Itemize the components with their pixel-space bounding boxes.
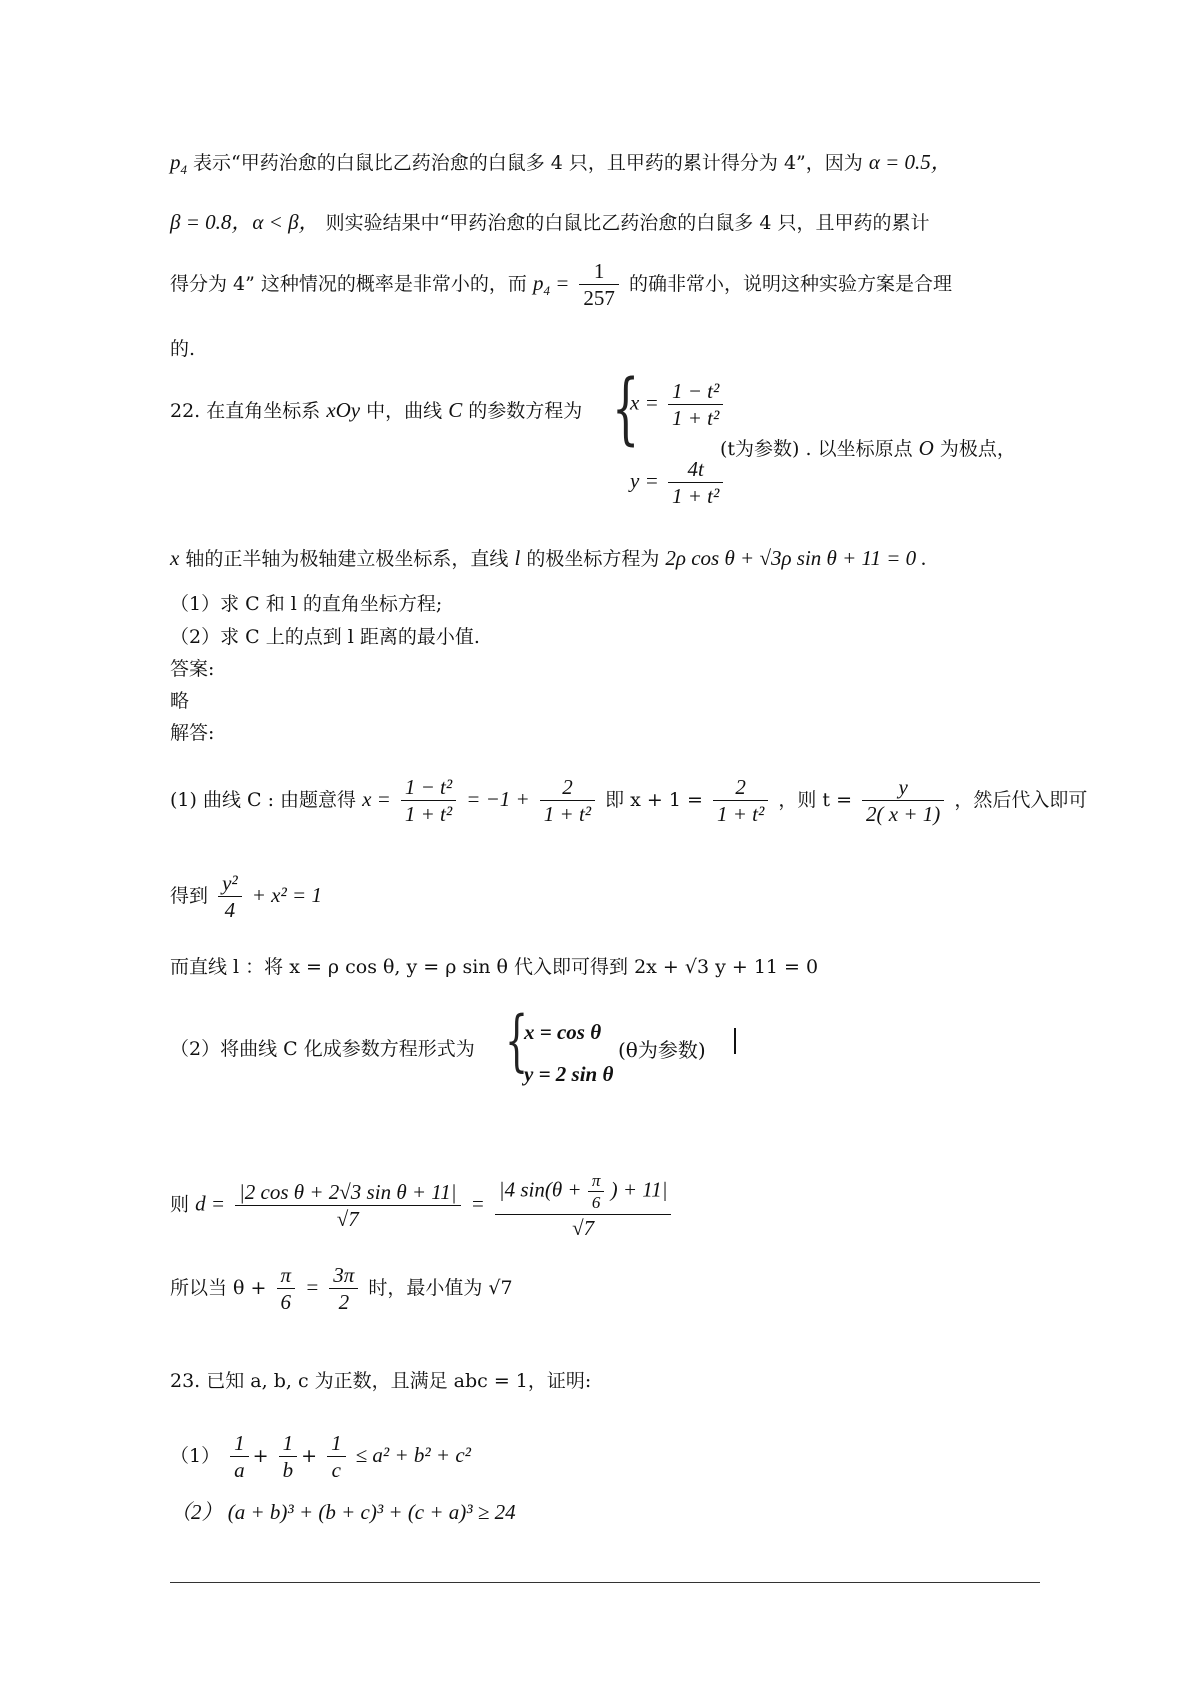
- sol-s2-fn: y²: [222, 871, 238, 895]
- q22-x-eq: x = $\frac{\text{1 − t²}}{\text{1 + t²}}$: [630, 378, 727, 432]
- x-axis-symbol: x: [170, 546, 180, 570]
- sol-s1-ji: 即 x + 1 =: [605, 788, 703, 811]
- q22-line-1: [170, 400, 582, 421]
- sol-s1-pre: (1) 曲线 C : 由题意得: [170, 788, 357, 811]
- left-brace-icon-2: {: [505, 1002, 529, 1079]
- q22-pre: 22. 在直角坐标系: [170, 400, 321, 422]
- sol-s1-f2n: 2: [562, 775, 573, 799]
- p4-symbol: $p_4$: [170, 150, 187, 178]
- sol-s5-eq: =: [470, 1191, 485, 1216]
- sol-s1-f4d: 2( x + 1): [862, 800, 944, 827]
- sol-line-6: [170, 1262, 513, 1316]
- sol-s5-pi-den: 6: [588, 1191, 605, 1213]
- p4-line-4: [170, 340, 195, 359]
- q22-param: (t为参数): [720, 438, 800, 460]
- sol-s1-f2d: 1 + t²: [540, 800, 595, 827]
- sol-s1-frac1: [401, 774, 456, 828]
- sol-s1-post: ，然后代入即可: [954, 788, 1088, 811]
- sol-s5-pre: 则: [170, 1193, 190, 1216]
- sol-s5-f1n: |2 cos θ + 2√3 sin θ + 11|: [239, 1179, 457, 1204]
- q23-part1: （1） $\frac{1}{a}$ + $\frac{1}{b}$ + $\frac{1}{c}$ ≤ a² + b² + c²: [170, 1431, 471, 1483]
- q23-title: 23. 已知 a, b, c 为正数，且满足 abc = 1，证明:: [170, 1370, 592, 1392]
- sol-line-1: [170, 774, 1087, 828]
- p4-text-2b: 则实验结果中“甲药治愈的白鼠比乙药治愈的白鼠多 4 只，且甲药的累计: [325, 212, 930, 234]
- footer-rule: [170, 1582, 1040, 1583]
- beta-value: β = 0.8，α < β，: [170, 210, 320, 234]
- p4-fraction-den: 257: [579, 284, 619, 311]
- sol-s5-pi-num: π: [591, 1171, 601, 1190]
- q22-sub2: （2）求 C 上的点到 l 距离的最小值.: [170, 626, 480, 648]
- q22-x-den: 1 + t²: [668, 404, 723, 431]
- sol-s1-x: x =: [362, 786, 391, 811]
- sol-s5-d: d =: [195, 1191, 225, 1216]
- sol-s4-param: (θ为参数): [618, 1038, 706, 1062]
- p4-fraction: [579, 258, 619, 312]
- q23-frac-c-den: c: [327, 1456, 346, 1483]
- q23-frac-a-den: a: [230, 1456, 249, 1483]
- q23-p1-label: （1）: [170, 1444, 221, 1467]
- q22-sub1: （1）求 C 和 l 的直角坐标方程;: [170, 593, 443, 615]
- sol-s6-frac1: [277, 1262, 296, 1316]
- sol-s2-fd: 4: [218, 896, 242, 923]
- sol-s5-frac1: [235, 1179, 461, 1233]
- p4-fraction-num: 1: [593, 259, 605, 283]
- sol-s5-frac2: [495, 1170, 672, 1241]
- p4-symbol-2: $p_4$ =: [532, 270, 570, 298]
- q22-y-frac: [668, 456, 723, 510]
- q23-frac-a: [230, 1430, 249, 1484]
- p4-line-3: [170, 258, 952, 312]
- q23-p1-post: ≤ a² + b² + c²: [355, 1442, 471, 1467]
- q23-frac-a-num: 1: [234, 1431, 245, 1455]
- sol-s5-pi6: [588, 1170, 605, 1214]
- solution-label: 解答:: [170, 722, 215, 744]
- q22-origin: O: [918, 436, 934, 460]
- sol-s6-f2d: 2: [329, 1288, 358, 1315]
- sol-s6-fn: π: [280, 1263, 292, 1287]
- line-l-symbol: l: [514, 546, 521, 570]
- cursor-mark: [734, 1028, 736, 1054]
- p4-text-4: 的.: [170, 338, 196, 360]
- q23-frac-c-num: 1: [331, 1431, 342, 1455]
- sol-s5-f2n: [495, 1170, 672, 1214]
- q22-x-frac: [668, 378, 723, 432]
- q22-y-den: 1 + t²: [668, 482, 723, 509]
- q22-y-eq: y = $\frac{4t}{\text{1 + t²}}$: [630, 456, 727, 510]
- sol-s1-ze: ，则 t =: [778, 788, 852, 811]
- sol-s1-f3n: 2: [735, 775, 746, 799]
- q23-part2: （2） (a + b)³ + (b + c)³ + (c + a)³ ≥ 24: [170, 1500, 516, 1524]
- sol-line-4: [170, 1040, 475, 1059]
- q22-line2-b: 的极坐标方程为: [526, 548, 660, 570]
- sol-s2-post: + x² = 1: [251, 882, 322, 907]
- sol-s4-x: x = cos θ: [524, 1020, 602, 1044]
- q22-curve: C: [448, 398, 463, 422]
- sol-line-2: [170, 870, 322, 924]
- p4-line-2: [170, 212, 929, 233]
- sol-s1-eq: = −1 +: [466, 786, 530, 811]
- sol-s1-f4n: y: [898, 775, 908, 799]
- p4-text-3a: 得分为 4” 这种情况的概率是非常小的，而: [170, 272, 527, 295]
- sol-s6-f2n: 3π: [333, 1263, 355, 1287]
- q22-line-2: [170, 548, 927, 569]
- answer-value: 略: [170, 690, 190, 712]
- q22-y-num: 4t: [687, 457, 704, 481]
- q22-post2: 为极点，: [939, 438, 1016, 460]
- p4-text-3b: 的确非常小，说明这种实验方案是合理: [628, 272, 952, 295]
- sol-line-3: 而直线 l ：将 x = ρ cos θ, y = ρ sin θ 代入即可得到 2x + √3 y + 11 = 0: [170, 956, 819, 978]
- p4-line-1: [170, 152, 952, 176]
- q22-polar-eq: 2ρ cos θ + √3ρ sin θ + 11 = 0 .: [665, 546, 927, 570]
- sol-s5-f2n-a: |4 sin(θ +: [498, 1177, 582, 1202]
- sol-s6-eq: =: [305, 1274, 320, 1299]
- alpha-value: α = 0.5，: [868, 150, 952, 174]
- q23-frac-b-den: b: [279, 1456, 298, 1483]
- q22-mid: 中，曲线: [366, 400, 443, 422]
- sol-s1-f1d: 1 + t²: [401, 800, 456, 827]
- sol-s1-frac3: [713, 774, 768, 828]
- sol-s4-pre: （2）将曲线 C 化成参数方程形式为: [170, 1038, 475, 1060]
- q23-frac-c: [327, 1430, 346, 1484]
- q22-coord: xOy: [326, 398, 361, 422]
- sol-s4-y: y = 2 sin θ: [524, 1062, 614, 1086]
- q23-frac-b-num: 1: [282, 1431, 294, 1455]
- q22-line-1-end: [720, 438, 1016, 459]
- sol-s5-f2n-b: ) + 11|: [610, 1177, 668, 1202]
- sol-s5-f2d: √7: [495, 1214, 672, 1241]
- answer-label: 答案:: [170, 658, 215, 680]
- q22-x-num: 1 − t²: [672, 379, 720, 403]
- sol-s6-post: 时，最小值为 √7: [368, 1276, 513, 1299]
- sol-s1-frac4: [862, 774, 944, 828]
- sol-line-5: [170, 1170, 675, 1241]
- q22-post: . 以坐标原点: [805, 438, 913, 460]
- sol-s2-pre: 得到: [170, 884, 209, 907]
- q22-mid2: 的参数方程为: [468, 400, 583, 422]
- sol-s2-frac: [218, 870, 242, 924]
- sol-s1-f3d: 1 + t²: [713, 800, 768, 827]
- sol-s5-f1d: √7: [235, 1205, 461, 1232]
- sol-s6-pre: 所以当 θ +: [170, 1276, 267, 1299]
- p4-text-1a: 表示“甲药治愈的白鼠比乙药治愈的白鼠多 4 只，且甲药的累计得分为 4”，因为: [193, 152, 863, 174]
- sol-s6-fd: 6: [277, 1288, 296, 1315]
- q23-frac-b: [279, 1430, 298, 1484]
- sol-s6-frac2: [329, 1262, 358, 1316]
- sol-s1-f1n: 1 − t²: [404, 775, 453, 799]
- q22-line2-a: 轴的正半轴为极轴建立极坐标系，直线: [185, 548, 509, 570]
- left-brace-icon: {: [612, 364, 640, 454]
- sol-s1-frac2: [540, 774, 595, 828]
